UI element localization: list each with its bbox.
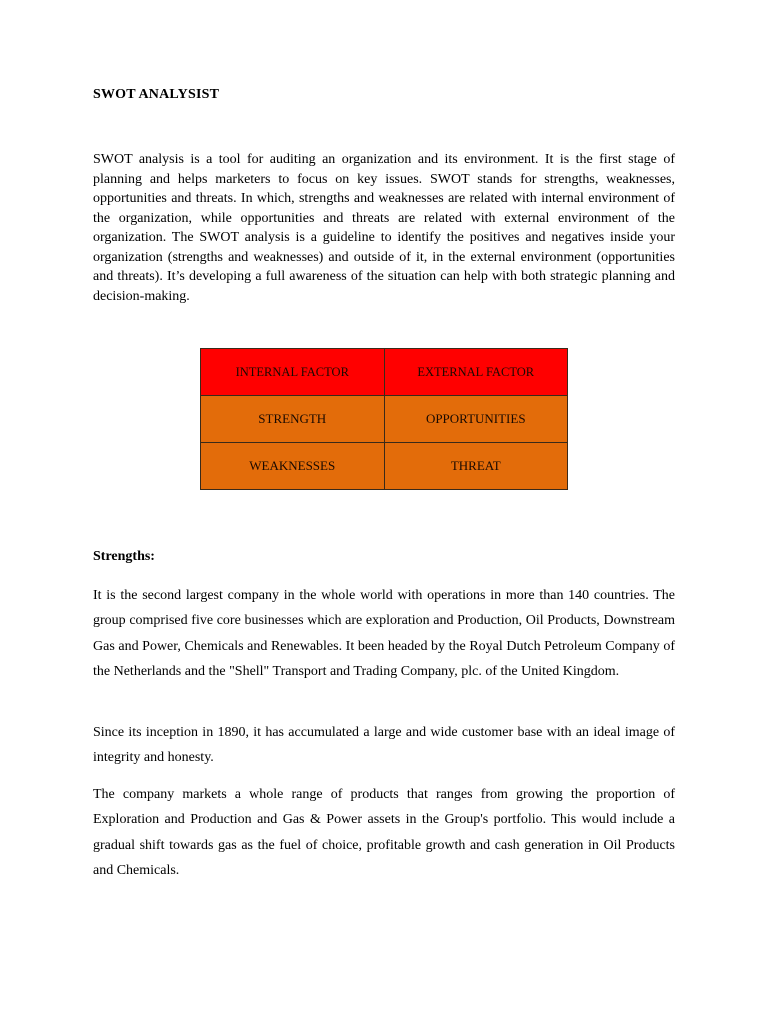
header-internal-factor: INTERNAL FACTOR [201, 349, 385, 396]
strengths-paragraph: Since its inception in 1890, it has accumulated a large and wide customer base with an ideal image of integrity and honesty. [93, 725, 675, 766]
swot-table [200, 348, 568, 490]
strengths-paragraph: It is the second largest company in the whole world with operations in more than 140 countries. The group comprised five core businesses which are exploration and Production, Oil Products, Downstream Gas and Power, Chemicals and Renewables. It been headed by the Royal Dutch Petroleum Company of the Netherlands and the "Shell" Transport and Trading Company, plc. of the United Kingdom. [93, 588, 675, 679]
cell-opportunities: OPPORTUNITIES [384, 396, 568, 443]
page-title: SWOT ANALYSIST [93, 87, 220, 102]
cell-weaknesses: WEAKNESSES [201, 443, 385, 490]
swot-row [201, 443, 568, 490]
header-external-factor: EXTERNAL FACTOR [384, 349, 568, 396]
cell-strength: STRENGTH [201, 396, 385, 443]
strengths-paragraph: The company markets a whole range of products that ranges from growing the proportion of Exploration and Production and Gas & Power assets in the Group's portfolio. This would include a gradual shift towards gas as the fuel of choice, profitable growth and cash generation in Oil Products and Chemicals. [93, 787, 675, 878]
swot-row [201, 396, 568, 443]
strengths-heading: Strengths: [93, 549, 155, 564]
swot-header-row [201, 349, 568, 396]
cell-threat: THREAT [384, 443, 568, 490]
intro-paragraph: SWOT analysis is a tool for auditing an organization and its environment. It is the first stage of planning and helps marketers to focus on key issues. SWOT stands for strengths, weaknesses, opportunities and threats. In which, strengths and weaknesses are related with internal environment of the organization, while opportunities and threats are related with external environment of the organization. The SWOT analysis is a guideline to identify the positives and negatives inside your organization (strengths and weaknesses) and outside of it, in the external environment (opportunities and threats). It’s developing a full awareness of the situation can help with both strategic planning and decision-making. [93, 152, 675, 304]
